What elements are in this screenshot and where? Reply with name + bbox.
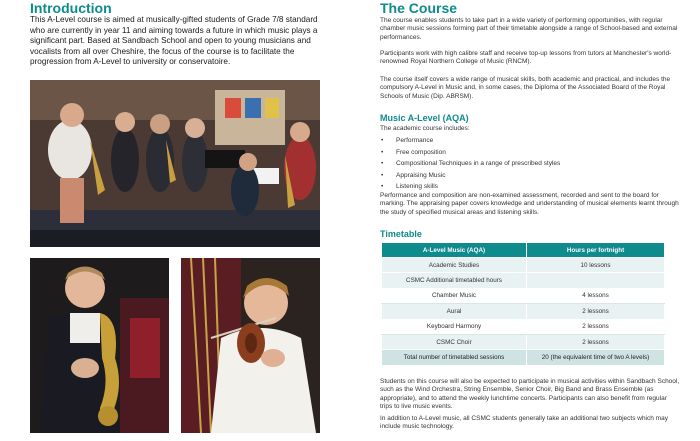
course-paragraph-6: In addition to A-Level music, all CSMC students generally take an additional two subjects which may include music technology. [380, 415, 668, 431]
timetable-table [381, 242, 665, 366]
course-paragraph-2: Participants work with high calibre staff and receive top-up lessons from tutors at Manchester's world-renowned Royal Northern College of Music (RNCM). [380, 50, 672, 66]
bullet-item: • Appraising Music [380, 170, 560, 182]
course-paragraph-4: Performance and composition are non-examined assessment, recorded and sent to the board for marking. The appraising paper covers knowledge and understanding of musical elements learnt through the study of specified musical areas and listening skills. [380, 192, 679, 216]
table-header-cell: A-Level Music (AQA) [382, 243, 527, 258]
table-cell: CSMC Choir [382, 334, 527, 349]
course-paragraph-5: Students on this course will also be expected to participate in musical activities within Sandbach School, such as the Wind Orchestra, String Ensemble, Senior Choir, Big Band and Brass Ensemble (as appropriate), and to attend the weekly lunchtime concerts. Participants can also benefit from regular trips to live music events. [380, 378, 680, 410]
table-cell: CSMC Additional timetabled hours [382, 273, 527, 288]
timetable-title: Timetable [380, 229, 422, 239]
table-header-cell: Hours per fortnight [527, 243, 665, 258]
table-cell: 10 lessons [527, 258, 665, 273]
table-row [382, 304, 665, 319]
table-cell: Aural [382, 304, 527, 319]
course-paragraph-3: The course itself covers a wide range of musical skills, both academic and practical, and includes the compulsory A-Level in Music and, in some cases, the Diploma of the Associated Board of the Royal Schools of Music (Dip. ABRSM). [380, 76, 671, 100]
bullet-item: • Listening skills [380, 181, 560, 193]
course-title: The Course [380, 0, 458, 16]
table-cell [527, 273, 665, 288]
table-total-row [382, 350, 665, 365]
bullet-item: • Free composition [380, 147, 560, 159]
aqa-intro-text: The academic course includes: [380, 125, 470, 132]
table-header-row [382, 243, 665, 258]
violinist-photo [181, 258, 320, 433]
table-cell: Keyboard Harmony [382, 319, 527, 334]
table-cell: 2 lessons [527, 304, 665, 319]
table-cell: 2 lessons [527, 319, 665, 334]
table-cell: Total number of timetabled sessions [382, 350, 527, 365]
table-cell: 2 lessons [527, 334, 665, 349]
aqa-section-title: Music A-Level (AQA) [380, 113, 469, 123]
table-row [382, 288, 665, 303]
saxophonist-photo [30, 258, 169, 433]
course-paragraph-1: The course enables students to take part in a wide variety of performing opportunities, with regular chamber music sessions forming part of their timetable alongside a range of School-based and external performances. [380, 17, 678, 41]
intro-text: This A-Level course is aimed at musically-gifted students of Grade 7/8 standard who are currently in year 11 and aiming towards a future in which music plays a significant part. Based at Sandbach School and open to young musicians and vocalists from all over Cheshire, the focus of the course is to facilitate the progression from A-Level to university or conservatoire. [30, 15, 318, 67]
table-row [382, 273, 665, 288]
band-rehearsal-photo [30, 80, 320, 247]
table-row [382, 258, 665, 273]
bullet-item: • Compositional Techniques in a range of prescribed styles [380, 158, 560, 170]
table-row [382, 334, 665, 349]
table-row [382, 319, 665, 334]
table-cell: 4 lessons [527, 288, 665, 303]
table-cell: Chamber Music [382, 288, 527, 303]
aqa-bullet-list [380, 135, 560, 193]
table-cell: Academic Studies [382, 258, 527, 273]
intro-title: Introduction [30, 0, 112, 16]
table-cell: 20 (the equivalent time of two A levels) [527, 350, 665, 365]
bullet-item: • Performance [380, 135, 560, 147]
